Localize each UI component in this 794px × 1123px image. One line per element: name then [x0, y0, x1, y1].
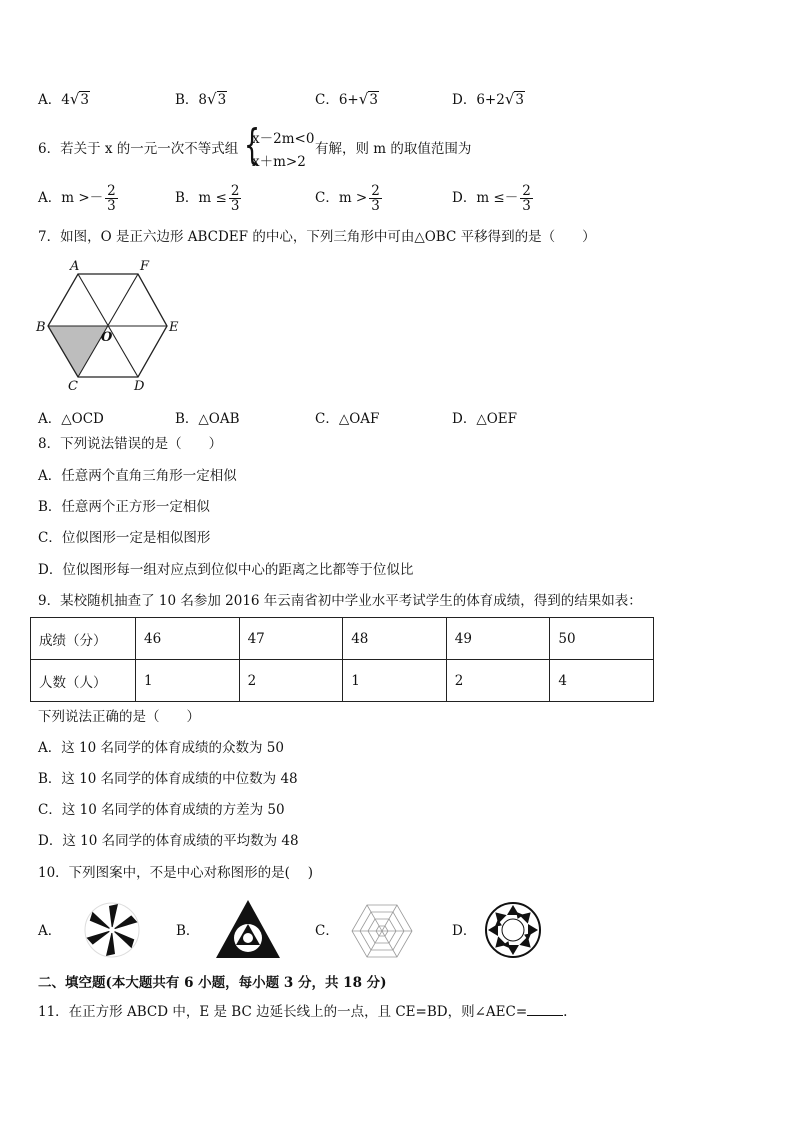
sqrt-symbol: √3: [504, 90, 524, 108]
label-d: D: [134, 379, 145, 394]
label-e: E: [169, 320, 179, 335]
label-c: C: [68, 379, 78, 394]
q9-option-c: C．这 10 名同学的体育成绩的方差为 50: [38, 802, 285, 818]
q9-subtext: 下列说法正确的是（ ）: [38, 709, 200, 725]
arrow-ring-pattern: [483, 900, 543, 960]
q6-inequality-system: [244, 120, 324, 170]
q11-tail: .: [563, 1004, 568, 1020]
q8-text: 8．下列说法错误的是（ ）: [38, 436, 223, 452]
q9-option-d: D．这 10 名同学的体育成绩的平均数为 48: [38, 833, 299, 849]
q7-option-b: B．△OAB: [175, 411, 240, 427]
q7-text: 7．如图，O 是正六边形 ABCDEF 的中心，下列三角形中可由△OBC 平移得到的是（ ）: [38, 229, 596, 245]
q10-option-d-label: D．: [452, 923, 477, 939]
brace-symbol: {: [244, 120, 261, 169]
q9-option-b: B．这 10 名同学的体育成绩的中位数为 48: [38, 771, 298, 787]
q10-option-c-label: C．: [315, 923, 339, 939]
q7-options: [38, 407, 598, 431]
table-cell: 2: [239, 660, 343, 702]
q9-score-table: [30, 617, 654, 702]
label-f: F: [140, 259, 150, 274]
table-cell: 人数（人）: [31, 660, 136, 702]
table-cell: 46: [136, 618, 240, 660]
table-cell: 成绩（分）: [31, 618, 136, 660]
q5-options: [38, 88, 598, 112]
q5-option-a: A．4√3: [38, 90, 89, 108]
label-a: A: [70, 259, 80, 274]
q6-option-d: D．m ≤－ $\frac{2}{3}$: [452, 183, 531, 215]
q8-option-b: B．任意两个正方形一定相似: [38, 499, 210, 515]
q6-option-b: B．m ≤ $\frac{2}{3}$: [175, 183, 240, 215]
q6-option-a: A．m >－ $\frac{2}{3}$: [38, 183, 116, 215]
q9-option-a: A．这 10 名同学的体育成绩的众数为 50: [38, 740, 284, 756]
shaded-triangle-obc: [48, 326, 107, 377]
q7-option-c: C．△OAF: [315, 411, 380, 427]
table-row: [31, 660, 654, 702]
sqrt-symbol: √3: [207, 90, 227, 108]
q5-option-b: B．8√3: [175, 90, 227, 108]
q6-option-c: C．m > $\frac{2}{3}$: [315, 183, 380, 215]
q7-option-d: D．△OEF: [452, 411, 517, 427]
q8-option-a: A．任意两个直角三角形一定相似: [38, 468, 237, 484]
q6-inequality-2: x＋m>2: [252, 154, 306, 170]
q6-options: [38, 184, 598, 220]
section-2-title: 二、填空题(本大题共有 6 小题，每小题 3 分，共 18 分): [38, 975, 387, 991]
table-cell: 4: [550, 660, 654, 702]
q11-text: 11．在正方形 ABCD 中，E 是 BC 边延长线上的一点，且 CE=BD，则∠AEC=: [38, 1004, 528, 1020]
table-cell: 1: [136, 660, 240, 702]
table-cell: 49: [446, 618, 550, 660]
q7-hexagon-figure: [30, 255, 190, 395]
q8-option-c: C．位似图形一定是相似图形: [38, 530, 211, 546]
q9-text: 9．某校随机抽查了 10 名参加 2016 年云南省初中学业水平考试学生的体育成绩，得到的结果如表：: [38, 593, 642, 609]
q6-text-before: 6．若关于 x 的一元一次不等式组: [38, 141, 239, 157]
table-cell: 48: [343, 618, 447, 660]
table-row: [31, 618, 654, 660]
table-cell: 50: [550, 618, 654, 660]
triangle-circle-pattern: [214, 898, 282, 960]
q8-option-d: D．位似图形每一组对应点到位似中心的距离之比都等于位似比: [38, 562, 414, 578]
table-cell: 47: [239, 618, 343, 660]
q10-text: 10．下列图案中，不是中心对称图形的是( ): [38, 865, 314, 881]
sqrt-symbol: √3: [358, 90, 378, 108]
q10-option-b-label: B．: [176, 923, 200, 939]
q11-question: [38, 1003, 567, 1020]
answer-blank: [527, 1003, 563, 1016]
q5-option-d: D．6+2√3: [452, 90, 524, 108]
table-cell: 1: [343, 660, 447, 702]
q6-text-after: 有解，则 m 的取值范围为: [315, 141, 472, 157]
table-cell: 2: [446, 660, 550, 702]
label-o: O: [101, 330, 113, 345]
pinwheel-pattern: [82, 900, 142, 960]
q7-option-a: A．△OCD: [38, 411, 104, 427]
q10-option-a-label: A．: [38, 923, 62, 939]
label-b: B: [36, 320, 46, 335]
sqrt-symbol: √3: [69, 90, 89, 108]
spiderweb-hexagon-pattern: [350, 903, 414, 959]
q6-inequality-1: x－2m<0: [252, 131, 315, 147]
q5-option-c: C．6+√3: [315, 90, 378, 108]
